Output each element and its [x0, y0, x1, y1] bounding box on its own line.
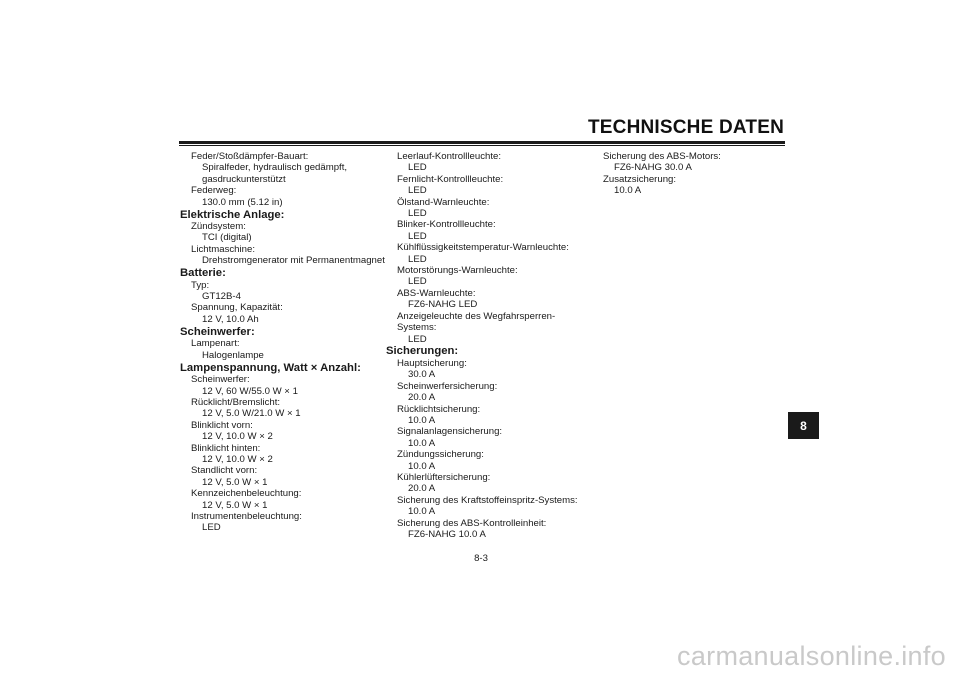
title-rule-thin — [179, 145, 785, 146]
spec-label: Blinklicht vorn: — [191, 419, 253, 431]
spec-value: 10.0 A — [408, 414, 436, 426]
spec-value: LED — [408, 162, 427, 174]
spec-value: 12 V, 5.0 W × 1 — [202, 499, 268, 511]
spec-value: FZ6-NAHG LED — [408, 299, 478, 311]
spec-label: Motorstörungs-Warnleuchte: — [397, 265, 518, 277]
chapter-tab: 8 — [788, 412, 819, 439]
spec-value: FZ6-NAHG 30.0 A — [614, 162, 692, 174]
spec-column-3 — [592, 151, 782, 197]
spec-value: LED — [408, 276, 427, 288]
spec-value: 12 V, 10.0 W × 2 — [202, 431, 273, 443]
page-title: TECHNISCHE DATEN — [587, 117, 784, 138]
spec-value: 130.0 mm (5.12 in) — [202, 196, 283, 208]
spec-value: 12 V, 10.0 Ah — [202, 313, 259, 325]
spec-label: Standlicht vorn: — [191, 465, 258, 477]
spec-label: Zündsystem: — [191, 221, 246, 233]
section-heading: Sicherungen: — [386, 345, 459, 358]
spec-label: Rücklicht/Bremslicht: — [191, 396, 281, 408]
section-heading: Lampenspannung, Watt × Anzahl: — [180, 361, 361, 374]
spec-label: Instrumentenbeleuchtung: — [191, 510, 302, 522]
spec-column-1 — [180, 151, 385, 534]
spec-value: FZ6-NAHG 10.0 A — [408, 529, 486, 540]
spec-label: Blinklicht hinten: — [191, 442, 261, 454]
spec-label: Federweg: — [191, 185, 237, 197]
spec-value: 20.0 A — [408, 483, 436, 495]
section-heading: Batterie: — [180, 267, 226, 280]
spec-value: 12 V, 5.0 W × 1 — [202, 476, 268, 488]
spec-label: Ölstand-Warnleuchte: — [397, 196, 490, 208]
spec-value: Drehstromgenerator mit Permanentmagnet — [202, 255, 385, 267]
section-heading: Scheinwerfer: — [180, 325, 255, 338]
spec-value: Halogenlampe — [202, 349, 264, 361]
spec-label: Zusatzsicherung: — [603, 173, 677, 185]
spec-value: Spiralfeder, hydraulisch gedämpft, — [202, 162, 348, 174]
spec-label: Sicherung des ABS-Kontrolleinheit: — [397, 517, 547, 529]
spec-label: Feder/Stoßdämpfer-Bauart: — [191, 151, 309, 162]
spec-value: 12 V, 5.0 W/21.0 W × 1 — [202, 408, 301, 420]
spec-label: Rücklichtsicherung: — [397, 403, 481, 415]
spec-value: LED — [408, 230, 427, 242]
spec-column-2 — [386, 151, 586, 540]
spec-value: gasdruckunterstützt — [202, 173, 286, 185]
spec-value: 12 V, 60 W/55.0 W × 1 — [202, 385, 298, 397]
spec-label: Zündungssicherung: — [397, 449, 484, 461]
spec-label: Spannung, Kapazität: — [191, 302, 283, 314]
title-rule — [179, 141, 785, 144]
spec-value: TCI (digital) — [202, 232, 252, 244]
spec-label: Lichtmaschine: — [191, 243, 255, 255]
spec-value: 30.0 A — [408, 369, 436, 381]
spec-label: ABS-Warnleuchte: — [397, 287, 476, 299]
spec-label: Lampenart: — [191, 338, 240, 350]
watermark: carmanualsonline.info — [677, 641, 946, 671]
spec-label: Kennzeichenbeleuchtung: — [191, 488, 302, 500]
spec-label: Sicherung des Kraftstoffeinspritz-Systems: — [397, 494, 578, 506]
spec-label: Kühlflüssigkeitstemperatur-Warnleuchte: — [397, 242, 569, 254]
spec-label: Fernlicht-Kontrollleuchte: — [397, 173, 504, 185]
spec-value: 10.0 A — [614, 185, 642, 197]
spec-value: LED — [408, 253, 427, 265]
spec-label: Blinker-Kontrollleuchte: — [397, 219, 496, 231]
spec-value: 20.0 A — [408, 392, 436, 404]
spec-label: Scheinwerfersicherung: — [397, 380, 498, 392]
spec-value: 12 V, 10.0 W × 2 — [202, 453, 273, 465]
spec-value: LED — [408, 185, 427, 197]
spec-label: Hauptsicherung: — [397, 357, 467, 369]
spec-label: Scheinwerfer: — [191, 374, 250, 386]
spec-label: Signalanlagensicherung: — [397, 426, 503, 438]
spec-value: GT12B-4 — [202, 291, 241, 303]
spec-value: LED — [202, 522, 221, 534]
spec-label: Leerlauf-Kontrollleuchte: — [397, 151, 501, 162]
spec-label: Anzeigeleuchte des Wegfahrsperren- — [397, 310, 556, 322]
spec-label: Kühlerlüftersicherung: — [397, 471, 491, 483]
spec-value: 10.0 A — [408, 460, 436, 472]
spec-label: Systems: — [397, 322, 437, 334]
spec-value: LED — [408, 333, 427, 345]
spec-value: LED — [408, 208, 427, 220]
section-heading: Elektrische Anlage: — [180, 208, 285, 221]
spec-value: 10.0 A — [408, 437, 436, 449]
spec-value: 10.0 A — [408, 506, 436, 518]
spec-label: Typ: — [191, 279, 210, 291]
page-number: 8-3 — [474, 553, 488, 564]
spec-label: Sicherung des ABS-Motors: — [603, 151, 721, 162]
